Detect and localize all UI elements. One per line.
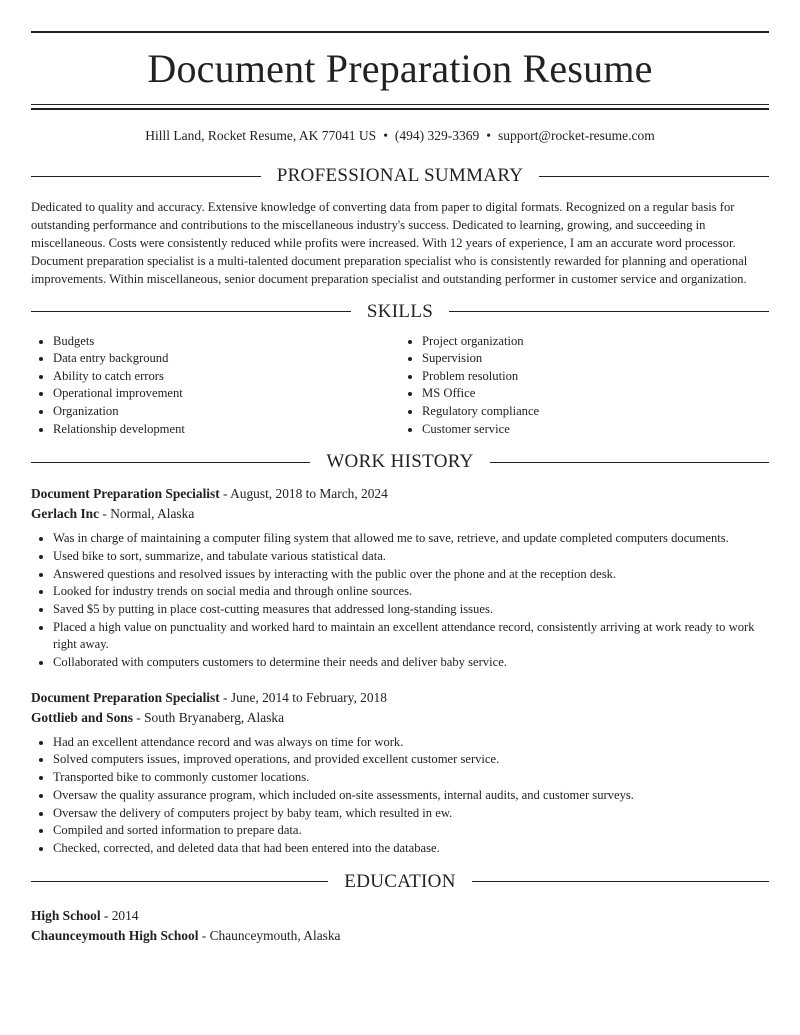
job-dates: - August, 2018 to March, 2024 [219,486,388,502]
job-company-line [31,708,769,728]
section-title-summary: PROFESSIONAL SUMMARY [276,165,524,186]
education-degree-line [31,906,769,926]
section-header-education [31,871,769,893]
job-bullet: • Looked for industry trends on social media and through online sources. [53,583,769,601]
job-entry [31,688,769,858]
job-bullet: • Oversaw the quality assurance program, which included on-site assessments, internal audits, and customer surveys. [53,787,769,805]
job-bullet: • Saved $5 by putting in place cost-cutting measures that addressed long-standing issues. [53,601,769,619]
skill-item: • Project organization [422,333,769,351]
section-header-work [31,451,769,473]
job-title: Document Preparation Specialist [31,689,220,705]
job-bullets [31,530,769,672]
contact-phone[interactable]: (494) 329-3369 [394,128,480,143]
section-rule-left [31,462,310,463]
skill-item: • Budgets [53,333,400,351]
job-location: - South Bryanaberg, Alaska [132,709,285,725]
job-entry [31,484,769,672]
section-rule-left [31,176,261,177]
contact-address: Hilll Land, Rocket Resume, AK 77041 US [145,128,377,143]
job-bullet: • Collaborated with computers customers to determine their needs and deliver baby service. [53,654,769,672]
skill-item: • Supervision [422,350,769,368]
job-company: Gottlieb and Sons [31,709,133,725]
section-rule-left [31,881,328,882]
job-dates: - June, 2014 to February, 2018 [219,689,387,705]
section-rule-right [472,881,769,882]
job-bullet: • Placed a high value on punctuality and worked hard to maintain an excellent attendance record, consistently arriving at work ready to work right away. [53,619,769,654]
job-bullet: • Checked, corrected, and deleted data that had been entered into the database. [53,840,769,858]
section-rule-right [449,311,769,312]
contact-separator: • [383,128,388,143]
resume-page [31,0,769,946]
section-rule-right [539,176,769,177]
job-bullet: • Oversaw the delivery of computers project by baby team, which resulted in ew. [53,805,769,823]
job-bullet: • Answered questions and resolved issues by interacting with the public over the phone and at the reception desk. [53,566,769,584]
summary-text: Dedicated to quality and accuracy. Extensive knowledge of converting data from paper to digital formats. Recognized on a regular basis for outstanding performance and contributions to the miscellaneous industry's success. Dedicated to learning, growing, and succeeding in miscellaneous. Costs were consistently reduced while profits were increased. With 12 years of experience, I am an accurate word processor. Document preparation specialist is a multi-talented document preparation specialist who is consistently rewarded for planning and operational improvements. Within miscellaneous, senior document preparation specialist and outstanding performer in customer service and organization. [31,200,748,286]
education-degree: High School [31,907,101,923]
education-school-line [31,926,769,946]
job-company-line [31,504,769,524]
skill-item: • Operational improvement [53,385,400,403]
job-bullet: • Used bike to sort, summarize, and tabulate various statistical data. [53,548,769,566]
job-location: - Normal, Alaska [99,506,195,522]
section-header-summary [31,165,769,187]
skills-column-right [400,333,769,439]
job-title-line [31,484,769,504]
contact-line [31,127,769,145]
section-header-skills [31,301,769,323]
section-title-skills: SKILLS [366,300,434,322]
skills-column-left [31,333,400,439]
skill-item: • Customer service [422,421,769,439]
section-rule-right [490,462,769,463]
skill-item: • Organization [53,403,400,421]
job-bullet: • Transported bike to commonly customer locations. [53,769,769,787]
section-rule-left [31,311,351,312]
resume-title: Document Preparation Resume [147,46,653,91]
skill-item: • Relationship development [53,421,400,439]
job-company: Gerlach Inc [31,506,100,522]
skill-item: • Regulatory compliance [422,403,769,421]
job-title-line [31,688,769,708]
title-double-rule [31,104,769,110]
education-school: Chaunceymouth High School [31,927,199,943]
section-title-work: WORK HISTORY [326,451,474,473]
section-title-education: EDUCATION [344,870,456,892]
skill-item: • Problem resolution [422,368,769,386]
skill-item: • Data entry background [53,350,400,368]
skill-item: • Ability to catch errors [53,368,400,386]
top-rule [31,31,769,33]
education-year: - 2014 [100,907,139,923]
job-bullet: • Solved computers issues, improved operations, and provided excellent customer service. [53,751,769,769]
skills-list [31,333,769,439]
contact-separator: • [486,128,492,143]
education-location: - Chaunceymouth, Alaska [198,927,341,943]
job-bullets [31,734,769,858]
education-entry [31,906,769,946]
job-title: Document Preparation Specialist [31,486,220,502]
job-bullet: • Compiled and sorted information to prepare data. [53,822,769,840]
contact-email[interactable]: support@rocket-resume.com [498,128,655,143]
skill-item: • MS Office [422,385,769,403]
job-bullet: • Was in charge of maintaining a computer filing system that allowed me to save, retrieve, and update completed computers documents. [53,530,769,548]
job-bullet: • Had an excellent attendance record and was always on time for work. [53,734,769,752]
